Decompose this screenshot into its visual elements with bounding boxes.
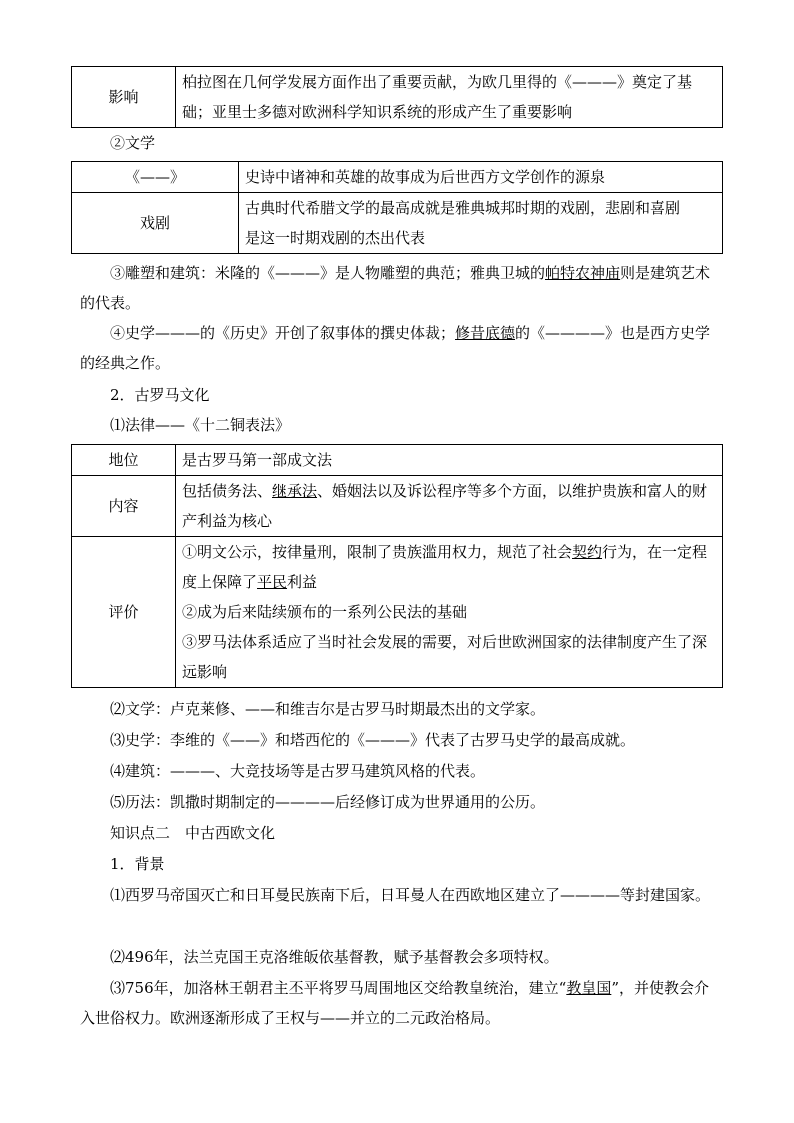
thucydides-term: 修昔底德	[455, 324, 516, 342]
rome-architecture-line: ⑷建筑：———、大竞技场等是古罗马建筑风格的代表。	[110, 762, 486, 780]
text-span: ”，并使教会介入世俗权力。欧洲逐渐形成了王权与——并立的二元政治格局。	[80, 979, 709, 1027]
table-row	[72, 445, 723, 476]
drama-line-2: 是这一时期戏剧的杰出代表	[245, 229, 426, 247]
rome-literature-line: ⑵文学：卢克莱修、——和维吉尔是古罗马时期最杰出的文学家。	[110, 700, 546, 718]
epic-label: 《——》	[72, 162, 239, 193]
drama-line-1: 古典时代希腊文学的最高成就是雅典城邦时期的戏剧，悲剧和喜剧	[245, 199, 681, 217]
law-heading: ⑴法律——《十二铜表法》	[110, 416, 291, 434]
history-paragraph	[80, 318, 720, 378]
content-text	[176, 476, 723, 537]
table-row	[72, 162, 723, 193]
text-span: 包括债务法、	[182, 482, 273, 500]
text-span: 的《————》也是西方史学的经典之作。	[80, 324, 711, 372]
evaluation-item-2: ②成为后来陆续颁布的一系列公民法的基础	[182, 603, 468, 621]
text-span: 则是建筑艺术的代表。	[80, 264, 711, 312]
text-span: ①明文公示，按律量刑，限制了贵族滥用权力，规范了社会	[182, 543, 573, 561]
text-span: ④史学———的《历史》开创了叙事体的撰史体裁；	[110, 324, 456, 342]
status-label: 地位	[72, 445, 176, 476]
table-row	[72, 537, 723, 688]
background-item-1: ⑴西罗马帝国灭亡和日耳曼民族南下后，日耳曼人在西欧地区建立了————等封建国家。	[110, 886, 711, 904]
evaluation-item-1	[182, 537, 716, 597]
background-item-3	[80, 973, 720, 1033]
table-row	[72, 193, 723, 254]
evaluation-label: 评价	[72, 537, 176, 688]
text-span: 、婚姻法以及诉讼程序等多个方面，以维护贵族和富人的财产利益为核心	[182, 482, 708, 530]
table-row	[72, 476, 723, 537]
text-span: 利益	[287, 573, 318, 591]
influence-line-1: 柏拉图在几何学发展方面作出了重要贡献，为欧几里得的《———》奠定了基	[182, 73, 693, 91]
evaluation-item-3: ③罗马法体系适应了当时社会发展的需要，对后世欧洲国家的法律制度产生了深远影响	[182, 633, 708, 681]
papal-states-term: 教皇国	[566, 979, 612, 997]
literature-table	[71, 161, 723, 254]
content-label: 内容	[72, 476, 176, 537]
law-table	[71, 444, 723, 688]
plebeian-term: 平民	[257, 573, 288, 591]
influence-text	[176, 67, 723, 128]
text-span: ⑶756年，加洛林王朝君主丕平将罗马周围地区交给教皇统治，建立“	[110, 979, 567, 997]
knowledge-point-2: 知识点二 中古西欧文化	[110, 824, 276, 842]
rome-calendar-line: ⑸历法：凯撒时期制定的————后经修订成为世界通用的公历。	[110, 793, 546, 811]
literature-heading: ②文学	[110, 134, 156, 152]
section-title-rome: 2．古罗马文化	[110, 386, 210, 404]
influence-label: 影响	[72, 67, 176, 128]
status-text: 是古罗马第一部成文法	[176, 445, 723, 476]
table-row	[72, 67, 723, 128]
parthenon-term: 帕特农神庙	[545, 264, 621, 282]
drama-label: 戏剧	[72, 193, 239, 254]
text-span: ③雕塑和建筑：米隆的《———》是人物雕塑的典范；雅典卫城的	[110, 264, 546, 282]
epic-text: 史诗中诸神和英雄的故事成为后世西方文学创作的源泉	[239, 162, 723, 193]
background-item-2: ⑵496年，法兰克国王克洛维皈依基督教，赋予基督教会多项特权。	[110, 948, 559, 966]
drama-text	[239, 193, 723, 254]
text-span: 行为，在一定程度上保障了	[182, 543, 708, 591]
influence-table	[71, 66, 723, 128]
sculpture-paragraph	[80, 258, 720, 318]
rome-history-line: ⑶史学：李维的《——》和塔西佗的《———》代表了古罗马史学的最高成就。	[110, 731, 636, 749]
influence-line-2: 础；亚里士多德对欧洲科学知识系统的形成产生了重要影响	[182, 103, 573, 121]
evaluation-text	[176, 537, 723, 688]
inheritance-term: 继承法	[272, 482, 318, 500]
background-title: 1．背景	[110, 855, 165, 873]
contract-term: 契约	[572, 543, 603, 561]
